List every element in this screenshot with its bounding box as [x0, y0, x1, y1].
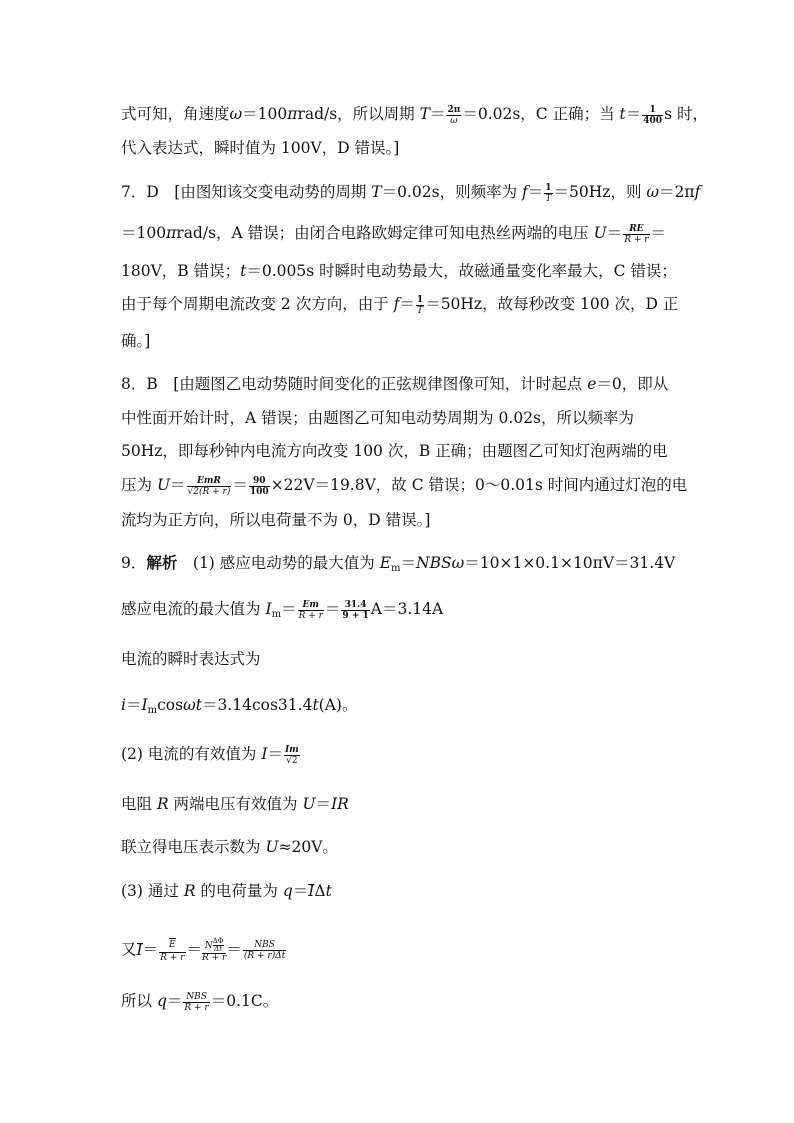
fraction-EmR-over-sqrt2: $\frac{\text{EmR}}{√2(R + r)}$: [187, 475, 231, 497]
fraction-1-over-T: $\frac{1}{T}$: [416, 294, 424, 316]
answer-9-line-5: (2) 电流的有效值为 I＝ $\frac{Im}{√2}$: [121, 744, 299, 766]
text: s 时，: [664, 105, 708, 123]
text: ＝0.02s，C 正确；当: [462, 105, 620, 123]
answer-7-line-3: 180V，B 错误；t＝0.005s 时瞬时电动势最大，故磁通量变化率最大，C 错误；: [121, 262, 677, 280]
fraction-Em-over-R-plus-r: $\frac{Em}{R + r}$: [298, 599, 323, 621]
fraction-2pi-over-omega: $\frac{2\pi}{\omega}$: [447, 104, 461, 126]
answer-9-line-3: 电流的瞬时表达式为: [121, 650, 261, 668]
answer-7-line-4: 由于每个周期电流改变 2 次方向，由于 f＝ $\frac{1}{T}$ ＝50Hz，故每秒改变 100 次，D 正: [121, 294, 679, 316]
answer-9-line-2: 感应电流的最大值为 $I_m=$ $\frac{Em}{R + r}$ ＝ $\frac{31.4}{9 + 1}$ A＝3.14A: [121, 599, 444, 621]
answer-8-line-2: 中性面开始计时，A 错误；由题图乙可知电动势周期为 0.02s，所以频率为: [121, 409, 635, 427]
answer-8-line-1: 8．B [由题图乙电动势随时间变化的正弦规律图像可知，计时起点 e＝0，即从: [121, 375, 669, 393]
fraction-1-over-T: $\frac{1}{T}$: [545, 182, 552, 204]
text: rad/s，所以周期: [297, 105, 420, 123]
jiexi-label: 解析: [146, 553, 178, 572]
fraction-Ebar-over-R-plus-r: $\frac{E}{R + r}$: [160, 940, 185, 963]
answer-8-line-5: 流均为正方向，所以电荷量不为 0，D 错误。]: [121, 511, 431, 529]
answer-7-line-5: 确。]: [121, 332, 151, 350]
fraction-31.4-over-9-plus-1: $\frac{31.4}{9 + 1}$: [342, 599, 369, 621]
omega-symbol: ω: [229, 105, 243, 123]
text: 7．D [由图知该交变电动势的周期: [121, 183, 372, 201]
answer-9-line-8: (3) 通过 R 的电荷量为 q＝IΔt: [121, 882, 332, 900]
answer-9-line-10: 所以 q＝ $\frac{\text{NBS}}{R + r}$ ＝0.1C。: [121, 991, 279, 1013]
fraction-Im-over-sqrt2: $\frac{Im}{√2}$: [284, 744, 299, 766]
answer-9-line-4: $i=I_m\cos\omega t=3.14\cos 31.4t(A)$。: [121, 696, 358, 716]
period-symbol: T: [419, 105, 430, 123]
answer-8-line-4: 压为 U＝ $\frac{\text{EmR}}{√2(R + r)}$ ＝ $\frac{90}{100}$ ×22V＝19.8V，故 C 错误；0～0.01s 时间内通过灯泡的电: [121, 475, 688, 497]
fraction-NBS-over-R-plus-r: $\frac{\text{NBS}}{R + r}$: [184, 991, 209, 1013]
fraction-RE-over-R-plus-r: $\frac{RE}{R + r}$: [624, 223, 649, 245]
pi-symbol: π: [287, 105, 298, 123]
text: ＝: [429, 105, 446, 123]
answer-6-line-2: 代入表达式，瞬时值为 100V，D 错误。]: [121, 139, 400, 157]
answer-6-line-1: [121, 103, 708, 126]
fraction-NBS-over-R-plus-r-dt: $\frac{\text{NBS}}{(R + r)\Delta t}$: [243, 940, 286, 961]
text: ＝100: [242, 105, 288, 123]
fraction-1-over-400: $\frac{1}{400}$: [643, 104, 663, 126]
answer-7-line-2: ＝100πrad/s，A 错误；由闭合电路欧姆定律可知电热丝两端的电压 U＝ $\frac{RE}{R + r}$ ＝: [121, 223, 667, 245]
fraction-N-dPhi-dt-over-R-plus-r: N $\frac{\Delta\Phi}{\Delta t}$ R + r: [202, 937, 227, 963]
answer-9-line-6: 电阻 R 两端电压有效值为 U＝IR: [121, 795, 349, 813]
answer-9-line-1: 9．解析 (1) 感应电动势的最大值为 $E_m=NBS\omega=10\times 1\times 0.1\times 10\pi V=31.4V$: [121, 553, 676, 574]
answer-8-line-3: 50Hz，即每秒钟内电流方向改变 100 次，B 正确；由题图乙可知灯泡两端的电: [121, 442, 668, 460]
fraction-90-over-100: $\frac{90}{100}$: [249, 475, 269, 497]
text: ＝: [625, 105, 642, 123]
answer-7-line-1: 7．D [由图知该交变电动势的周期 T＝0.02s，则频率为 f＝ $\frac{1}{T}$ ＝50Hz，则 ω＝2πf: [121, 182, 701, 204]
text: 式可知，角速度: [121, 105, 230, 123]
answer-9-line-9: 又I＝ $\frac{E}{R + r}$ ＝ N $\frac{\Delta\Phi}{\Delta t}$ R + r ＝ $\frac{\text{NBS}}{(R + r)\Delta t}$: [121, 937, 286, 963]
time-symbol: t: [619, 105, 626, 123]
answer-9-line-7: 联立得电压表示数为 U≈20V。: [121, 838, 338, 856]
